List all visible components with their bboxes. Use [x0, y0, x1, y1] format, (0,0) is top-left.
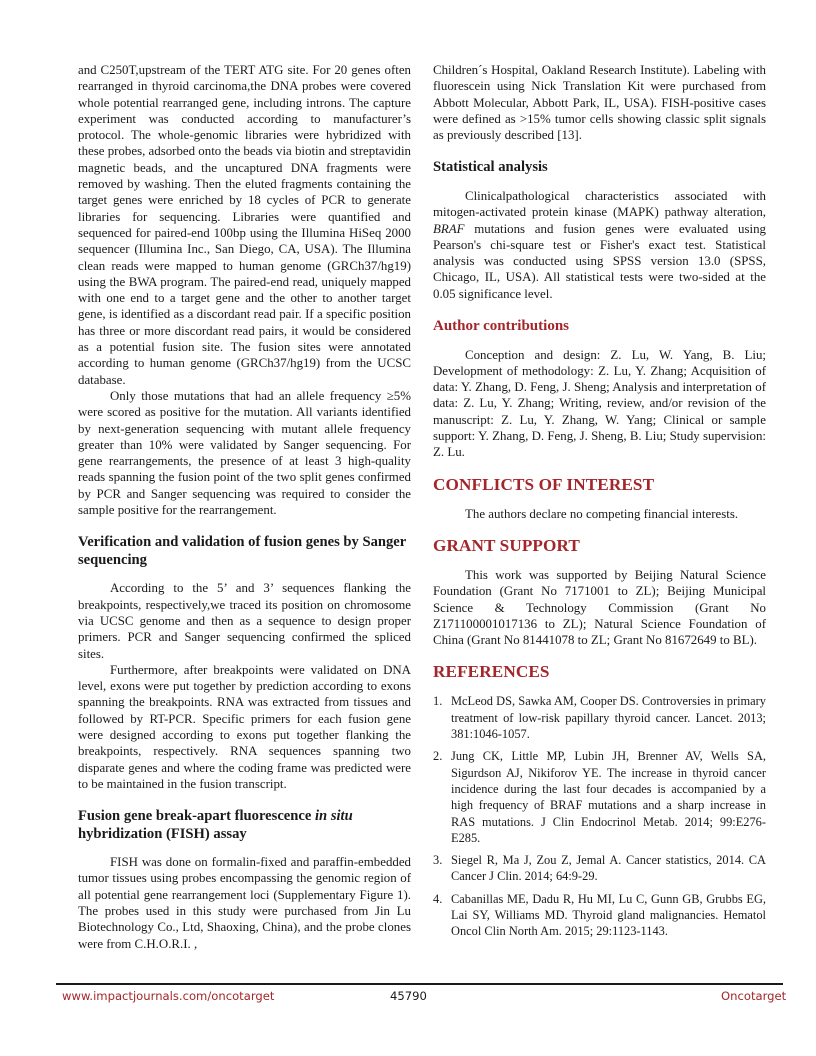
paragraph-grant-support: This work was supported by Beijing Natural Science Foundation (Grant No 7171001 to ZL); Beijing Municipal Science & Technology Commission (Grant No Z171100001017136 to ZL); Natural Science Foundation of China (Grant No 81441078 to ZL; Grant No 81672649 to BL).	[433, 567, 766, 648]
reference-item: 3. Siegel R, Ma J, Zou Z, Jemal A. Cancer statistics, 2014. CA Cancer J Clin. 2014; 64:9-29.	[433, 853, 766, 884]
paragraph-author-contributions: Conception and design: Z. Lu, W. Yang, B. Liu; Development of methodology: Z. Lu, Y. Zhang; Acquisition of data: Y. Zhang, D. Feng, J. Sheng; Analysis and interpretation of data: Z. Lu, Y. Zhang; Writing, review, and/or revision of the manuscript: Z. Lu, Y. Zhang, W. Yang; Clinical or sample support: Y. Zhang, D. Feng, J. Sheng, B. Liu; Study supervision: Z. Lu.	[433, 347, 766, 460]
reference-item: 1. McLeod DS, Sawka AM, Cooper DS. Controversies in primary treatment of low-risk papillary thyroid cancer. Lancet. 2013; 381:1046-1057.	[433, 694, 766, 742]
journal-name: Oncotarget	[721, 989, 787, 1003]
reference-item: 4. Cabanillas ME, Dadu R, Hu MI, Lu C, Gunn GB, Grubbs EG, Lai SY, Williams MD. Thyroid gland malignancies. Hematol Oncol Clin North Am. 2015; 29:1123-1143.	[433, 891, 766, 939]
braf-italic: BRAF	[433, 221, 465, 236]
heading-fish: Fusion gene break-apart fluorescence in situ hybridization (FISH) assay	[78, 808, 353, 842]
paragraph-rna-validation: Furthermore, after breakpoints were validated on DNA level, exons were put together by prediction according to exons spanning the breakpoints. RNA was extracted from tissues and followed by RT-PCR. Specific primers for each fusion gene were designed according to exons put together flanking the breakpoints, respectively. RNA sequences spanning two disparate genes and where the coding frame was predicted were to be maintained in the fusion transcript.	[78, 662, 411, 791]
paragraph-conflicts: The authors declare no competing financial interests.	[465, 506, 739, 521]
paragraph-ngs-methods: and C250T,upstream of the TERT ATG site. For 20 genes often rearranged in thyroid carcinoma,the DNA probes were covered whole potential rearranged gene, including introns. The capture experiment was conducted according to manufacturer’s protocol. The whole-genomic libraries were hybridized with these probes, adsorbed onto the beads via biotin and streptavidin magnetic beads, and the uncaptured DNA fragments were removed by washing. Then the eluted fragments containing the target genes were enriched by 18 cycles of PCR to generate libraries for sequencing. Libraries were quantified and sequenced for paired-end 100bp using the Illumina HiSeq 2000 sequencer (Illumina Inc., San Diego, CA, USA). The Illumina clean reads were mapped to human genome (GRCh37/hg19) using the BWA program. The paired-end read, uniquely mapped with one end to a target gene and the other to another target gene, is identified as a discordant read pair. If a specific position has three or more discordant read pairs, it would be considered as a potential fusion site. The fusion sites were annotated according to human genome (GRCh37/hg19) from the UCSC database.	[78, 63, 411, 387]
paragraph-statistics: Clinicalpathological characteristics associated with mitogen-activated protein kinase (MAPK) pathway alteration, BRAF mutations and fusion genes were evaluated using Pearson's chi-square test or Fisher's exact test. Statistical analysis was conducted using SPSS version 13.0 (SPSS, Chicago, IL, USA). All statistical tests were two-sided at the 0.05 significance level.	[433, 188, 766, 301]
heading-references: REFERENCES	[433, 662, 550, 682]
reference-list	[433, 693, 766, 939]
heading-statistical-analysis: Statistical analysis	[433, 159, 548, 176]
heading-verification: Verification and validation of fusion genes by Sanger sequencing	[78, 534, 406, 568]
paragraph-breakpoints: According to the 5’ and 3’ sequences flanking the breakpoints, respectively,we traced its position on chromosome via UCSC genome and then as a sequence to design proper primers. PCR and Sanger sequencing confirmed the spliced sites.	[78, 581, 411, 661]
journal-url-link[interactable]: www.impactjournals.com/oncotarget	[62, 989, 275, 1003]
paragraph-fish-methods: FISH was done on formalin-fixed and paraffin-embedded tumor tissues using probes encompassing the genomic region of all potential gene rearrangement loci (Supplementary Figure 1). The probes used in this study were purchased from Jin Lu Biotechnology Co., Ltd, Shaoxing, China), and the probe clones were from C.H.O.R.I. ,	[78, 855, 411, 951]
heading-author-contributions: Author contributions	[433, 318, 569, 335]
paragraph-mutation-criteria: Only those mutations that had an allele frequency ≥5% were scored as positive for the mutation. All variants identified by next-generation sequencing with mutant allele frequency greater than 10% were validated by Sanger sequencing. For gene rearrangements, the presence of at least 3 high-quality reads spanning the fusion point of the two split genes confirmed by PCR and Sanger sequencing was required to consider the sample positive for the rearrangement.	[78, 388, 411, 518]
heading-conflicts-of-interest: CONFLICTS OF INTEREST	[433, 474, 655, 494]
reference-item: 2. Jung CK, Little MP, Lubin JH, Brenner AV, Wells SA, Sigurdson AJ, Nikiforov YE. The increase in thyroid cancer incidence during the last four decades is accompanied by a high frequency of BRAF mutations and a sharp increase in RAS mutations. J Clin Endocrinol Metab. 2014; 99:E276-E285.	[433, 749, 766, 845]
page-number: 45790	[390, 989, 427, 1003]
footer-divider	[56, 983, 783, 985]
left-column	[78, 62, 411, 952]
right-column	[433, 62, 766, 946]
heading-grant-support: GRANT SUPPORT	[433, 535, 580, 555]
in-situ-italic: in situ	[315, 808, 353, 825]
paragraph-fish-continued: Children´s Hospital, Oakland Research Institute). Labeling with fluorescein using Nick Translation Kit were purchased from Abbott Molecular, Abbott Park, IL, USA). FISH-positive cases were defined as >15% tumor cells showing classic split signals as previously described [13].	[433, 63, 766, 143]
